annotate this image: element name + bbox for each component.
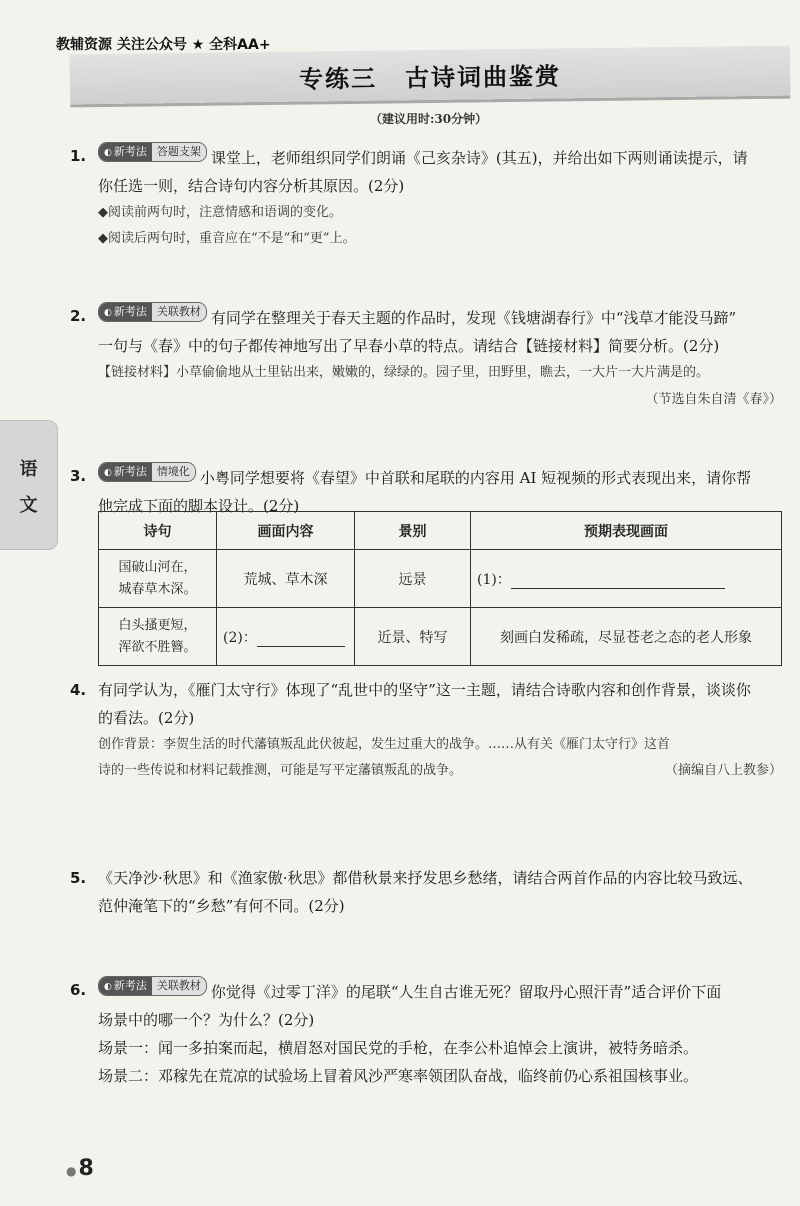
lightbulb-icon: ◐ bbox=[104, 982, 112, 992]
watermark: 教辅资源 关注公众号 ★ 全科AA+ bbox=[56, 37, 271, 53]
material-source: （节选自朱自清《春》） bbox=[645, 392, 782, 407]
question-1 bbox=[70, 142, 782, 252]
scene-description: 场景一：闻一多拍案而起，横眉怒对国民党的手枪，在李公朴追悼会上演讲，被特务暗杀。 bbox=[98, 1039, 699, 1057]
answer-blank[interactable] bbox=[257, 646, 345, 647]
creation-background: 诗的一些传说和材料记载推测，可能是写平定藩镇叛乱的战争。 （摘编自八上教参） bbox=[70, 758, 782, 784]
suggested-time: （建议用时:30分钟） bbox=[370, 112, 488, 126]
question-text: 《天净沙·秋思》和《渔家傲·秋思》都借秋景来抒发思乡愁绪，请结合两首作品的内容比较马致远、 bbox=[98, 869, 753, 887]
shot-type-cell: 远景 bbox=[355, 550, 471, 608]
new-exam-tag: ◐ 新考法 情境化 bbox=[98, 462, 196, 482]
column-header: 诗句 bbox=[99, 512, 217, 550]
table-row bbox=[99, 608, 782, 666]
page-number: ●8 bbox=[66, 1156, 94, 1181]
question-number: 3. bbox=[70, 467, 87, 485]
question-text: 一句与《春》中的句子都传神地写出了早春小草的特点。请结合【链接材料】简要分析。(2分) bbox=[98, 337, 720, 355]
question-text: ◐ 新考法 情境化 小粤同学想要将《春望》中首联和尾联的内容用 AI 短视频的形式表现出来，请你帮 bbox=[70, 462, 782, 492]
section-title-part2: 古诗词曲鉴赏 bbox=[404, 62, 562, 93]
lightbulb-icon: ◐ bbox=[104, 468, 112, 478]
answer-blank[interactable] bbox=[511, 588, 725, 589]
poem-cell: 白头搔更短， 浑欲不胜簪。 bbox=[99, 608, 217, 666]
question-number: 4. bbox=[70, 681, 87, 699]
column-header: 画面内容 bbox=[217, 512, 355, 550]
question-2 bbox=[70, 302, 782, 414]
page-dot-icon: ● bbox=[66, 1164, 77, 1178]
background-source: （摘编自八上教参） bbox=[664, 763, 782, 778]
question-text: 你任选一则，结合诗句内容分析其原因。(2分) bbox=[98, 177, 405, 195]
answer-label: (2)： bbox=[223, 629, 257, 646]
script-design-table bbox=[98, 511, 782, 666]
section-title-bar bbox=[70, 46, 791, 105]
answer-label: (1)： bbox=[477, 571, 511, 588]
lightbulb-icon: ◐ bbox=[104, 308, 112, 318]
lightbulb-icon: ◐ bbox=[104, 148, 112, 158]
creation-background: 创作背景：李贺生活的时代藩镇叛乱此伏彼起，发生过重大的战争。……从有关《雁门太守行》这首 bbox=[98, 737, 671, 752]
subject-tab-char-1: 语 bbox=[19, 459, 38, 480]
question-4 bbox=[70, 676, 782, 784]
question-text: 范仲淹笔下的“乡愁”有何不同。(2分) bbox=[98, 897, 345, 915]
question-number: 1. bbox=[70, 147, 87, 165]
reading-tip: ◆阅读前两句时，注意情感和语调的变化。 bbox=[98, 205, 342, 220]
subject-tab bbox=[0, 420, 58, 550]
table-header-row bbox=[99, 512, 782, 550]
question-number: 5. bbox=[70, 869, 87, 887]
reading-tip: ◆阅读后两句时，重音应在“不是”和“更”上。 bbox=[98, 231, 356, 246]
expected-visual-cell: 刻画白发稀疏，尽显苍老之态的老人形象 bbox=[471, 608, 782, 666]
question-text: 的看法。(2分) bbox=[98, 709, 195, 727]
question-text: 场景中的哪一个？为什么？(2分) bbox=[98, 1011, 315, 1029]
poem-cell: 国破山河在， 城春草木深。 bbox=[99, 550, 217, 608]
column-header: 景别 bbox=[355, 512, 471, 550]
section-title bbox=[70, 54, 790, 98]
question-5 bbox=[70, 864, 782, 920]
question-text: ◐ 新考法 关联教材 你觉得《过零丁洋》的尾联“人生自古谁无死？留取丹心照汗青”适合评价下面 bbox=[70, 976, 782, 1006]
new-exam-tag: ◐ 新考法 答题支架 bbox=[98, 142, 207, 162]
column-header: 预期表现画面 bbox=[471, 512, 782, 550]
question-text: 有同学认为，《雁门太守行》体现了“乱世中的坚守”这一主题，请结合诗歌内容和创作背景，谈谈你 bbox=[98, 681, 751, 699]
shot-type-cell: 近景、特写 bbox=[355, 608, 471, 666]
new-exam-tag: ◐ 新考法 关联教材 bbox=[98, 302, 207, 322]
scene-content-cell bbox=[217, 608, 355, 666]
question-text: 他完成下面的脚本设计。(2分) bbox=[98, 497, 300, 515]
question-text: ◐ 新考法 关联教材 有同学在整理关于春天主题的作品时，发现《钱塘湖春行》中“浅草才能没马蹄” bbox=[70, 302, 782, 332]
new-exam-tag: ◐ 新考法 关联教材 bbox=[98, 976, 207, 996]
question-6 bbox=[70, 976, 782, 1090]
link-material: 【链接材料】小草偷偷地从土里钻出来，嫩嫩的，绿绿的。园子里，田野里，瞧去，一大片一大片满是的。 bbox=[98, 365, 710, 380]
question-number: 2. bbox=[70, 307, 87, 325]
question-number: 6. bbox=[70, 981, 87, 999]
section-title-part1: 专练三 bbox=[298, 64, 378, 94]
expected-visual-cell bbox=[471, 550, 782, 608]
subject-tab-char-2: 文 bbox=[19, 495, 38, 516]
question-text: ◐ 新考法 答题支架 课堂上，老师组织同学们朗诵《己亥杂诗》(其五)，并给出如下两则诵读提示，请 bbox=[70, 142, 782, 172]
table-row bbox=[99, 550, 782, 608]
scene-description: 场景二：邓稼先在荒凉的试验场上冒着风沙严寒率领团队奋战，临终前仍心系祖国核事业。 bbox=[98, 1067, 699, 1085]
scene-content-cell: 荒城、草木深 bbox=[217, 550, 355, 608]
